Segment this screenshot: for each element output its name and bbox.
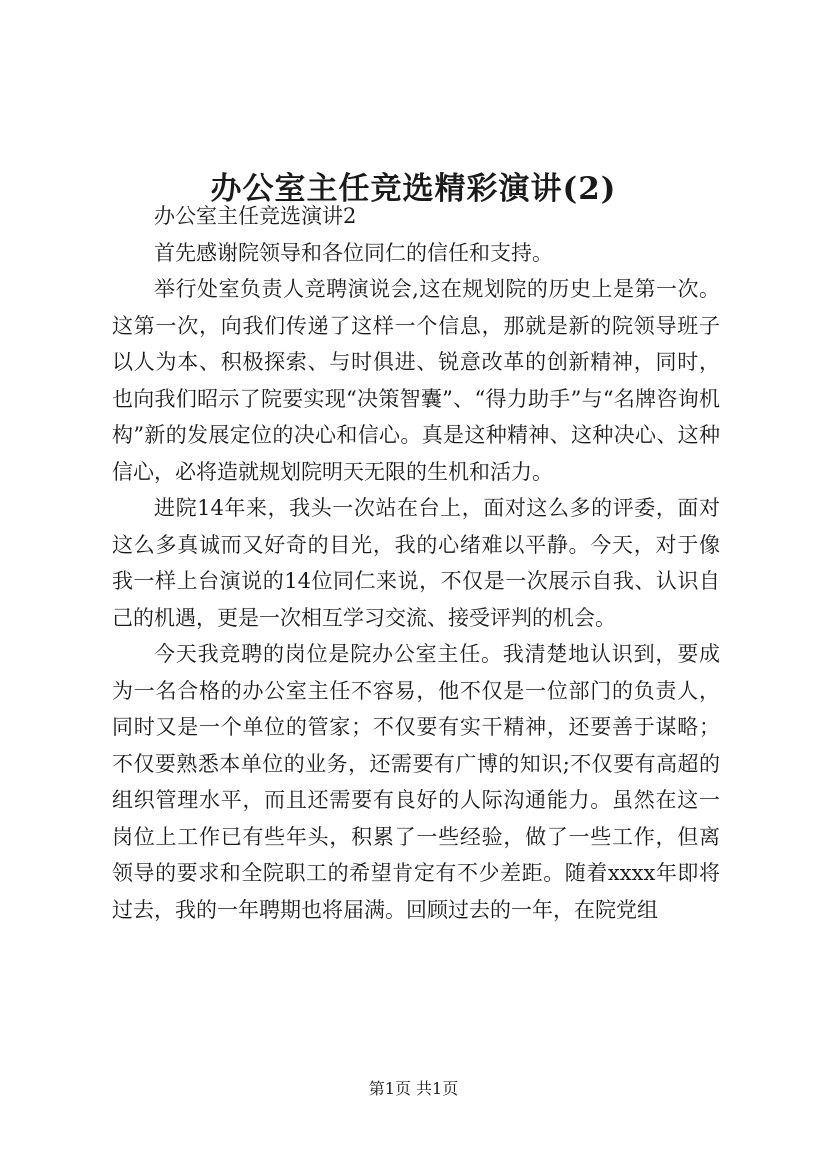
paragraph-thanks: 首先感谢院领导和各位同仁的信任和支持。 <box>154 240 553 265</box>
document-body <box>112 198 720 928</box>
document-title: 办公室主任竞选精彩演讲(2) <box>210 170 617 207</box>
page-footer: 第1页 共1页 <box>368 1079 459 1098</box>
paragraph-background: 举行处室负责人竞聘演说会,这在规划院的历史上是第一次。这第一次，向我们传递了这样一个信息，那就是新的院领导班子以人为本、积极探索、与时俱进、锐意改革的创新精神，同时，也向我们昭示了院要实现“决策智囊”、“得力助手”与“名牌咨询机构”新的发展定位的决心和信心。真是这种精神、这种决心、这种信心，必将造就规划院明天无限的生机和活力。 <box>112 277 720 484</box>
paragraph-subtitle: 办公室主任竞选演讲2 <box>154 204 357 228</box>
paragraph-position: 今天我竞聘的岗位是院办公室主任。我清楚地认识到，要成为一名合格的办公室主任不容易，他不仅是一位部门的负责人，同时又是一个单位的管家；不仅要有实干精神，还要善于谋略；不仅要熟悉本单位的业务，还需要有广博的知识;不仅要有高超的组织管理水平，而且还需要有良好的人际沟通能力。虽然在这一岗位上工作已有些年头，积累了一些经验，做了一些工作，但离领导的要求和全院职工的希望肯定有不少差距。随着xxxx年即将过去，我的一年聘期也将届满。回顾过去的一年，在院党组 <box>112 642 720 922</box>
paragraph-experience: 进院14年来，我头一次站在台上，面对这么多的评委，面对这么多真诚而又好奇的目光，我的心绪难以平静。今天，对于像我一样上台演说的14位同仁来说，不仅是一次展示自我、认识自己的机遇，更是一次相互学习交流、接受评判的机会。 <box>112 496 720 630</box>
